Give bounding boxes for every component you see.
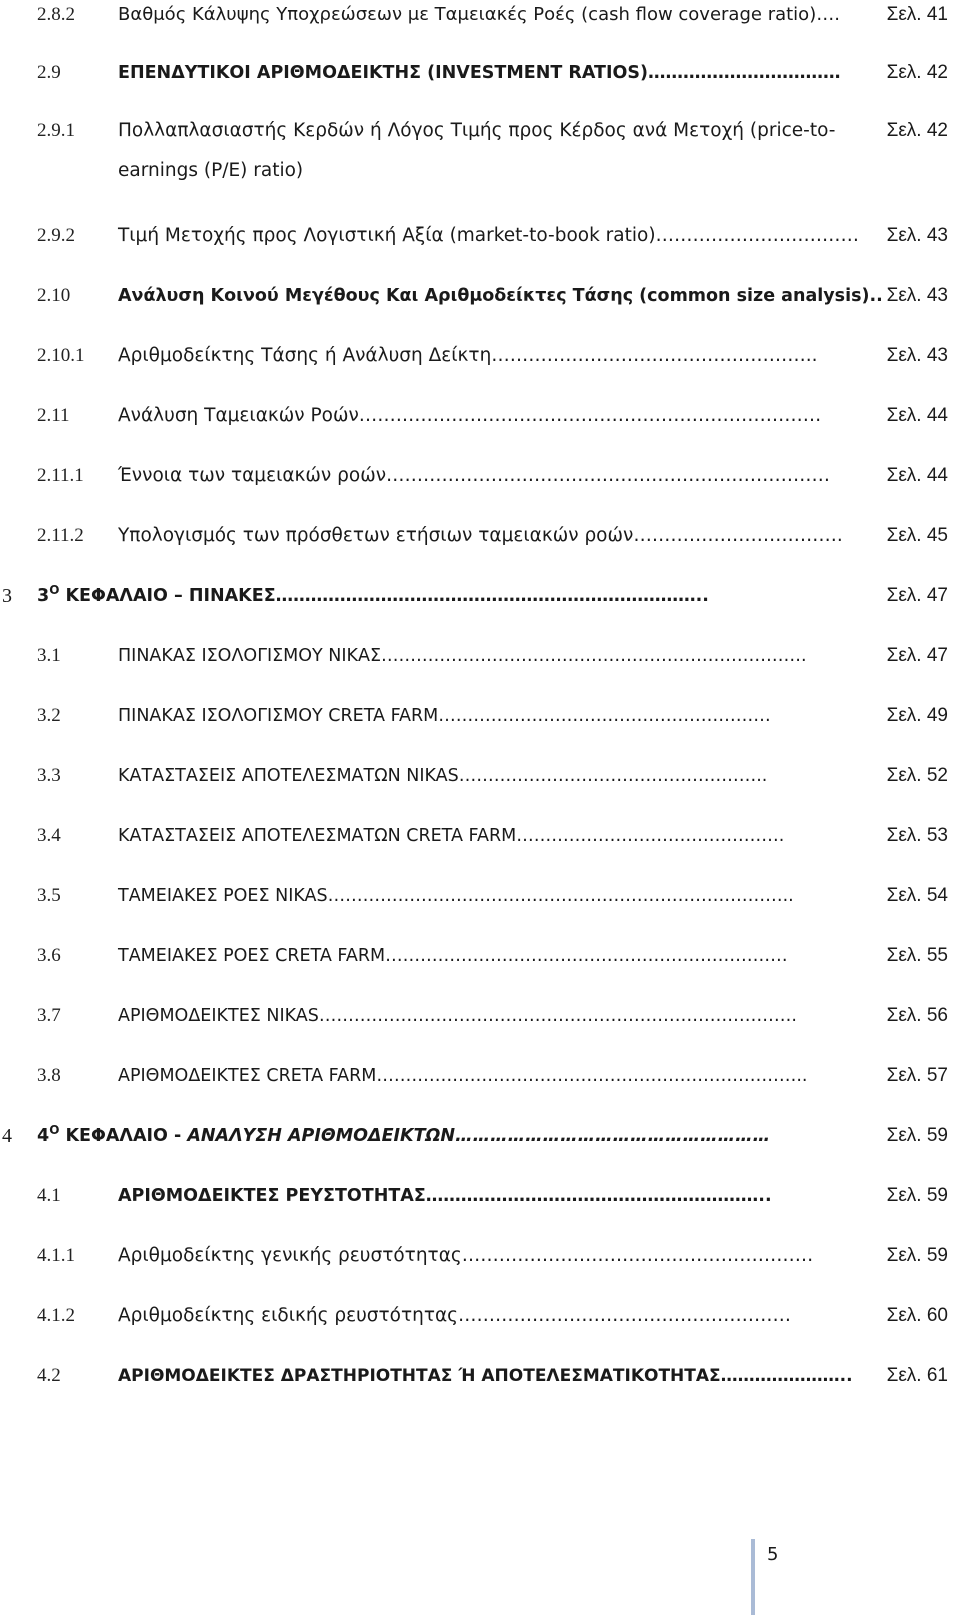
toc-title: ΚΑΤΑΣΤΑΣΕΙΣ ΑΠΟΤΕΛΕΣΜΑΤΩΝ CRETA FARM………………………………………. — [118, 826, 785, 846]
toc-page: Σελ. 43 — [886, 225, 948, 246]
ordinal-superscript: Ο — [49, 1123, 60, 1138]
toc-page: Σελ. 54 — [886, 885, 948, 906]
toc-number: 2.11 — [37, 405, 70, 426]
toc-title: ΑΡΙΘΜΟΔΕΙΚΤΕΣ NIKAS………………………………………………………………………. — [118, 1006, 797, 1026]
chapter-prefix: 3 — [37, 586, 50, 606]
toc-page: Σελ. 60 — [886, 1305, 948, 1326]
toc-title: ΕΠΕΝΔΥΤΙΚΟΙ ΑΡΙΘΜΟΔΕΙΚΤΗΣ (INVESTMENT RATIOS)…………………………… — [118, 63, 841, 83]
toc-page: Σελ. 49 — [886, 705, 948, 726]
toc-number: 3.8 — [37, 1065, 61, 1086]
toc-number: 3.3 — [37, 765, 61, 786]
toc-page: Σελ. 57 — [886, 1065, 948, 1086]
toc-page: Σελ. 41 — [886, 4, 948, 25]
toc-title: ΠΙΝΑΚΑΣ ΙΣΟΛΟΓΙΣΜΟΥ CRETA FARM………………………………………………… — [118, 706, 771, 726]
toc-page: Σελ. 59 — [886, 1245, 948, 1266]
toc-title: Αριθμοδείκτης Τάσης ή Ανάλυση Δείκτη…………………………………………….. — [118, 345, 818, 366]
chapter-number: 4 — [2, 1125, 12, 1147]
toc-page: Σελ. 53 — [886, 825, 948, 846]
toc-title: ΑΡΙΘΜΟΔΕΙΚΤΕΣ CRETA FARM……………………………………………………………….. — [118, 1066, 808, 1086]
toc-number: 4.1.1 — [37, 1245, 75, 1266]
toc-title: ΚΑΤΑΣΤΑΣΕΙΣ ΑΠΟΤΕΛΕΣΜΑΤΩΝ NIKAS…………………………………………….. — [118, 766, 768, 786]
toc-title: Ανάλυση Κοινού Μεγέθους Και Αριθμοδείκτες Τάσης (common size analysis).. — [118, 286, 883, 306]
toc-number: 3.1 — [37, 645, 61, 666]
toc-page: Σελ. 52 — [886, 765, 948, 786]
toc-page: Σελ. 44 — [886, 465, 948, 486]
toc-title: ΑΡΙΘΜΟΔΕΙΚΤΕΣ ΔΡΑΣΤΗΡΙΟΤΗΤΑΣ Ή ΑΠΟΤΕΛΕΣΜΑΤΙΚΟΤΗΤΑΣ………………….. — [118, 1366, 853, 1386]
toc-number: 2.9 — [37, 62, 61, 83]
toc-number: 3.6 — [37, 945, 61, 966]
toc-entry[interactable] — [0, 118, 960, 198]
toc-number: 2.10 — [37, 285, 71, 306]
toc-number: 2.9.1 — [37, 120, 75, 141]
toc-title: Πολλαπλασιαστής Κερδών ή Λόγος Τιμής προς Κέρδος ανά Μετοχή (price-to-earnings (P/E) ratio) — [118, 120, 836, 181]
toc-page: Σελ. 61 — [886, 1365, 948, 1386]
toc-title: ΤΑΜΕΙΑΚΕΣ ΡΟΕΣ NIKAS…………………………………………………………………….. — [118, 886, 794, 906]
toc-title: Αριθμοδείκτης ειδικής ρευστότητας……………………………………………… — [118, 1305, 792, 1326]
toc-number: 4.2 — [37, 1365, 61, 1386]
toc-page: Σελ. 55 — [886, 945, 948, 966]
footer-divider — [751, 1539, 755, 1615]
chapter-title-a: ΚΕΦΑΛΑΙΟ - — [65, 1126, 188, 1146]
toc-title: Τιμή Μετοχής προς Λογιστική Αξία (market-to-book ratio)…………………………… — [118, 225, 860, 246]
toc-page: Σελ. 59 — [886, 1125, 948, 1146]
toc-page: Σελ. 47 — [886, 585, 948, 606]
page-number: 5 — [767, 1544, 779, 1565]
toc-title: ΤΑΜΕΙΑΚΕΣ ΡΟΕΣ CRETA FARM…………………………………………………………… — [118, 946, 788, 966]
toc-title: Έννοια των ταμειακών ροών……………………………………………………………… — [118, 465, 831, 486]
toc-number: 3.4 — [37, 825, 61, 846]
toc-number: 2.11.1 — [37, 465, 84, 486]
toc-number: 3.2 — [37, 705, 61, 726]
toc-number: 4.1.2 — [37, 1305, 75, 1326]
toc-number: 2.8.2 — [37, 4, 75, 25]
toc-title: ΠΙΝΑΚΑΣ ΙΣΟΛΟΓΙΣΜΟΥ ΝΙΚΑΣ………………………………………………………………. — [118, 646, 807, 666]
toc-title — [37, 583, 785, 609]
toc-page: Σελ. 43 — [886, 345, 948, 366]
toc-page: Σελ. 42 — [886, 62, 948, 83]
toc-page: Σελ. 42 — [886, 120, 948, 141]
toc-page: Σελ. 47 — [886, 645, 948, 666]
toc-number: 2.10.1 — [37, 345, 85, 366]
chapter-title: ΚΕΦΑΛΑΙΟ – ΠΙΝΑΚΕΣ……………………………………………………………….. — [65, 586, 709, 606]
toc-number: 4.1 — [37, 1185, 61, 1206]
toc-title: Βαθμός Κάλυψης Υποχρεώσεων με Ταμειακές Ροές (cash flow coverage ratio)…. — [118, 4, 840, 25]
toc-page: Σελ. 43 — [886, 285, 948, 306]
toc-title: Αριθμοδείκτης γενικής ρευστότητας………………………………………………… — [118, 1245, 814, 1266]
toc-number: 2.9.2 — [37, 225, 75, 246]
toc-page: Σελ. 56 — [886, 1005, 948, 1026]
chapter-number: 3 — [2, 585, 12, 607]
toc-page: Σελ. 44 — [886, 405, 948, 426]
chapter-title-b: ΑΝΑΛΥΣΗ ΑΡΙΘΜΟΔΕΙΚΤΩΝ……………………………………………… — [187, 1126, 771, 1146]
toc-number: 3.7 — [37, 1005, 61, 1026]
ordinal-superscript: Ο — [49, 583, 60, 598]
toc-title: ΑΡΙΘΜΟΔΕΙΚΤΕΣ ΡΕΥΣΤΟΤΗΤΑΣ………………………………………………….. — [118, 1186, 772, 1206]
toc-title — [37, 1123, 785, 1149]
toc-title: Υπολογισμός των πρόσθετων ετήσιων ταμειακών ροών……………………………. — [118, 525, 843, 546]
chapter-prefix: 4 — [37, 1126, 50, 1146]
toc-page: Σελ. 59 — [886, 1185, 948, 1206]
toc-number: 3.5 — [37, 885, 61, 906]
toc-number: 2.11.2 — [37, 525, 84, 546]
toc-title: Ανάλυση Ταμειακών Ροών………………………………………………………………… — [118, 405, 822, 426]
toc-page: Σελ. 45 — [886, 525, 948, 546]
